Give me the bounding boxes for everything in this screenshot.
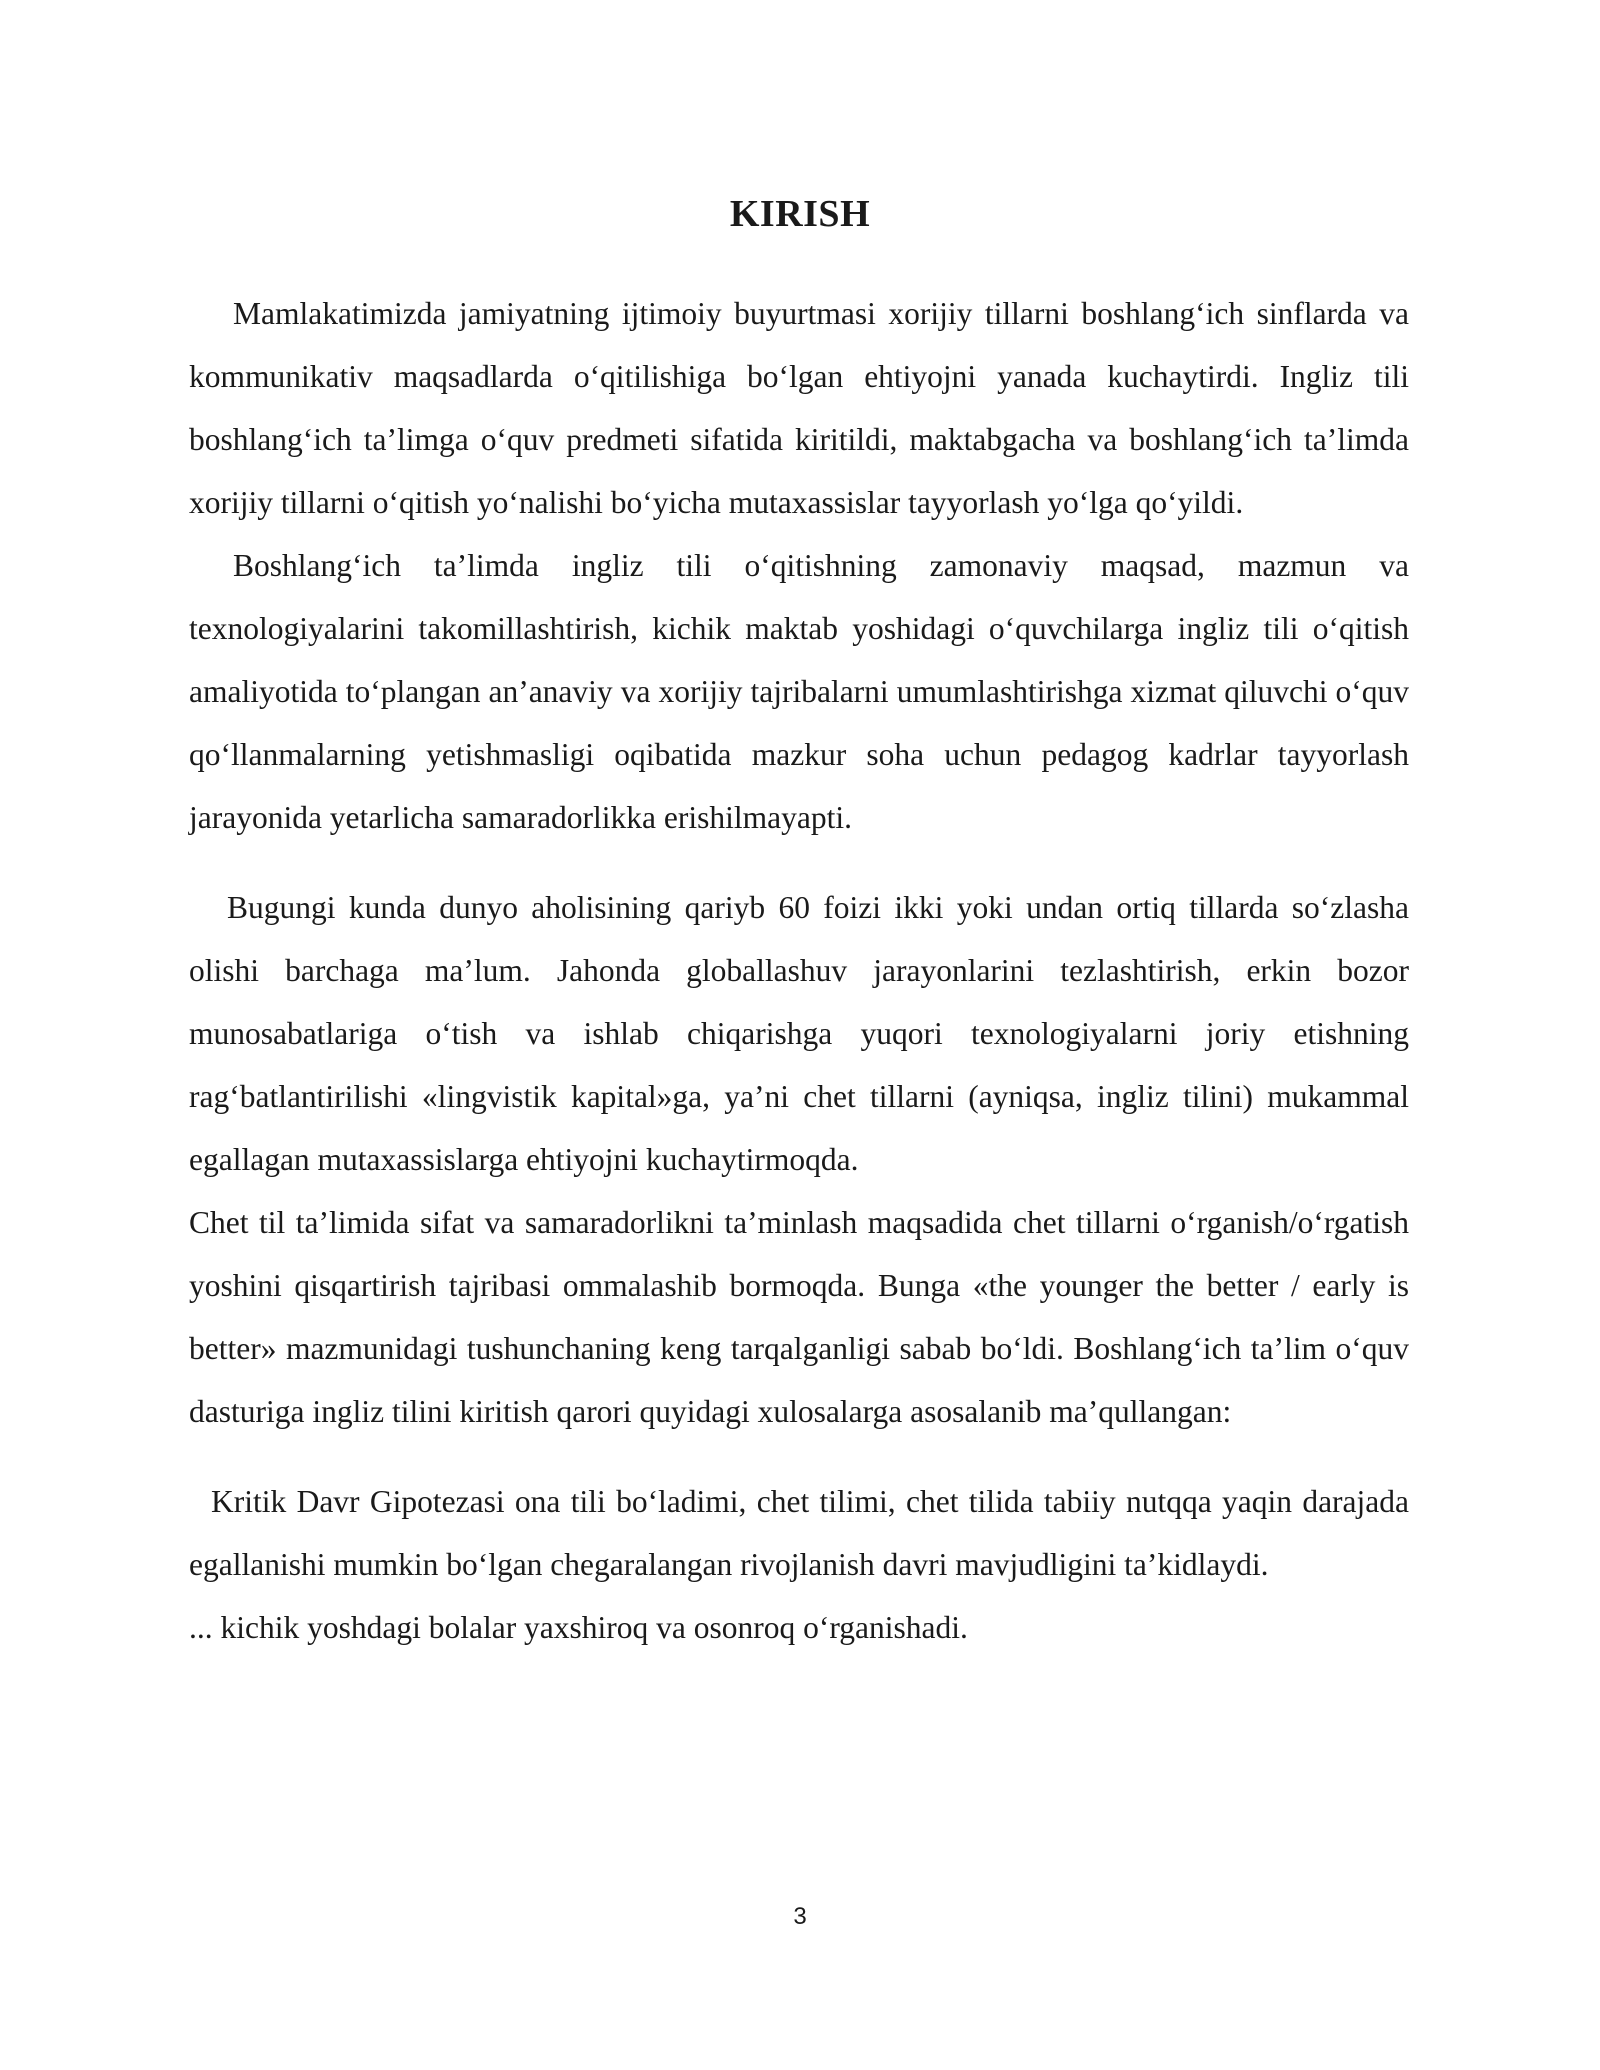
paragraph-language-quality: Chet til ta’limida sifat va samaradorlikni ta’minlash maqsadida chet tillarni o‘rganish/o‘rgatish yoshini qisqartirish tajribasi ommalashib bormoqda. Bunga «the younger the better / early is better» mazmunidagi tushunchaning keng tarqalganligi sabab bo‘ldi. Boshlang‘ich ta’lim o‘quv dasturiga ingliz tilini kiritish qarori quyidagi xulosalarga asosalanib ma’qullangan: — [189, 1205, 1409, 1429]
paragraph-young-learners: ... kichik yoshdagi bolalar yaxshiroq va osonroq o‘rganishadi. — [189, 1610, 968, 1645]
paragraph-world-population: Bugungi kunda dunyo aholisining qariyb 60 foizi ikki yoki undan ortiq tillarda so‘zlasha olishi barchaga ma’lum. Jahonda globallashuv jarayonlarini tezlashtirish, erkin bozor munosabatlariga o‘tish va ishlab chiqarishga yuqori texnologiyalarni joriy etishning rag‘batlantirilishi «lingvistik kapital»ga, ya’ni chet tillarni (ayniqsa, ingliz tilini) mukammal egallagan mutaxassislarga ehtiyojni kuchaytirmoqda. — [189, 890, 1409, 1177]
page-title: KIRISH — [729, 193, 871, 235]
page-number: 3 — [793, 1903, 807, 1930]
paragraph-primary-education: Boshlang‘ich ta’limda ingliz tili o‘qitishning zamonaviy maqsad, mazmun va texnologiyalarini takomillashtirish, kichik maktab yoshidagi o‘quvchilarga ingliz tili o‘qitish amaliyotida to‘plangan an’anaviy va xorijiy tajribalarni umumlashtirishga xizmat qiluvchi o‘quv qo‘llanmalarning yetishmasligi oqibatida mazkur soha uchun pedagog kadrlar tayyorlash jarayonida yetarlicha samaradorlikka erishilmayapti. — [189, 548, 1409, 835]
paragraph-critical-period: Kritik Davr Gipotezasi ona tili bo‘ladimi, chet tilimi, chet tilida tabiiy nutqqa yaqin darajada egallanishi mumkin bo‘lgan chegaralangan rivojlanish davri mavjudligini ta’kidlaydi. — [189, 1484, 1409, 1582]
document-body — [189, 282, 1409, 1659]
paragraph-intro: Mamlakatimizda jamiyatning ijtimoiy buyurtmasi xorijiy tillarni boshlang‘ich sinflarda va kommunikativ maqsadlarda o‘qitilishiga bo‘lgan ehtiyojni yanada kuchaytirdi. Ingliz tili boshlang‘ich ta’limga o‘quv predmeti sifatida kiritildi, maktabgacha va boshlang‘ich ta’limda xorijiy tillarni o‘qitish yo‘nalishi bo‘yicha mutaxassislar tayyorlash yo‘lga qo‘yildi. — [189, 296, 1409, 520]
